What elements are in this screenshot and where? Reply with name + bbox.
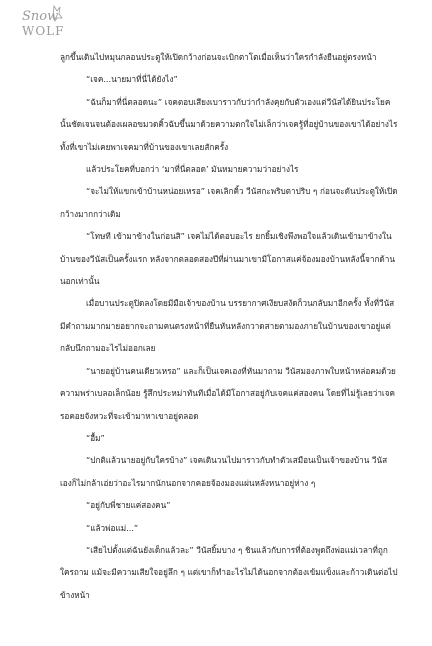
paragraph: “เจค...นายมาที่นี่ได้ยังไง” <box>86 74 178 85</box>
snow-wolf-logo <box>8 2 68 42</box>
logo-line2: WOLF <box>22 24 65 38</box>
logo-line1: Snow <box>22 9 59 24</box>
paragraph: “จะไม่ให้แขกเข้าบ้านหน่อยเหรอ” เจคเลิกคิ้ว วีนัสกะพริบตาปริบ ๆ ก่อนจะดันประตูให้เปิดกว้างมากกว่าเดิม <box>60 186 398 219</box>
paragraph: ลูกขึ้นเดินไปหมุนกลอนประตูให้เปิดกว้างก่อนจะเบิกตาโตเมื่อเห็นว่าใครกำลังยืนอยู่ตรงหน้า <box>60 52 377 62</box>
paragraph: “โทษที เข้ามาข้างในก่อนสิ” เจคไม่ได้ตอบอะไร ยกยิ้มเชิงพึงพอใจแล้วเดินเข้ามาข้างในบ้านของวีนัสเป็นครั้งแรก หลังจากตลอดสองปีที่ผ่านมาเขามีโอกาสแค่จ้องมองบ้านหลังนี้จากด้านนอกเท่านั้น <box>60 231 395 287</box>
paragraph: “อยู่กับพี่ชายแค่สองคน” <box>86 500 171 511</box>
wolf-logo-icon <box>8 2 68 42</box>
novel-page-text <box>60 46 398 606</box>
paragraph: “ปกติแล้วนายอยู่กับใครบ้าง” เจคเดินวนไปมาราวกับทำตัวเสมือนเป็นเจ้าของบ้าน วีนัสเองก็ไม่กล้าเอ่ยว่าอะไรมากนักนอกจากคอยจ้องมองแผ่นหลังหนาอยู่ห่าง ๆ <box>60 455 388 488</box>
paragraph: “นายอยู่บ้านคนเดียวเหรอ” และก็เป็นเจคเองที่หันมาถาม วีนัสมองภาพใบหน้าหล่อคมด้วยความพร่าเบลอเล็กน้อย รู้สึกประหม่าทันทีเมื่อได้มีโอกาสอยู่กับเจคแค่สองคน โดยที่ไม่รู้เลยว่าเจครอคอยจังหวะที่จะเข้ามาหาเขาอยู่ตลอด <box>60 365 396 421</box>
paragraph: “ฉันก็มาที่นี่ตลอดนะ” เจคตอบเสียงเบาราวกับว่ากำลังคุยกับตัวเองแต่วีนัสได้ยินประโยคนั้นชัดเจนจนต้องเผลอขมวดคิ้วฉับขึ้นมาด้วยความตกใจไม่เล็กว่าเจครู้ที่อยู่บ้านของเขาได้อย่างไร ทั้งที่เขาไม่เคยพาเจคมาที่บ้านของเขาเลยสักครั้ง <box>60 96 398 152</box>
paragraph: แล้วประโยคที่บอกว่า ‘มาที่นี่ตลอด’ มันหมายความว่าอย่างไร <box>86 164 299 175</box>
paragraph: เมื่อบานประตูปิดลงโดยมีมือเจ้าของบ้าน บรรยากาศเงียบสงัดก็วนกลับมาอีกครั้ง ทั้งที่วีนัสมีคำถามมากมายอยากจะถามคนตรงหน้าที่ยืนหันหลังกวาดสายตามองภายในบ้านของเขาอยู่แต่กลับนึกถามอะไรไม่ออกเลย <box>60 298 395 354</box>
paragraph: “เสียไปตั้งแต่ฉันยังเด็กแล้วละ” วีนัสยิ้มบาง ๆ ชินแล้วกับการที่ต้องพูดถึงพ่อแม่เวลาที่ถูกใครถาม แม้จะมีความเสียใจอยู่ลึก ๆ แต่เขาก็ทำอะไรไม่ได้นอกจากต้องเข้มแข็งและก้าวเดินต่อไปข้างหน้า <box>60 544 398 600</box>
paragraph: “แล้วพ่อแม่...” <box>86 522 139 533</box>
paragraph: “อื้ม” <box>86 432 105 443</box>
